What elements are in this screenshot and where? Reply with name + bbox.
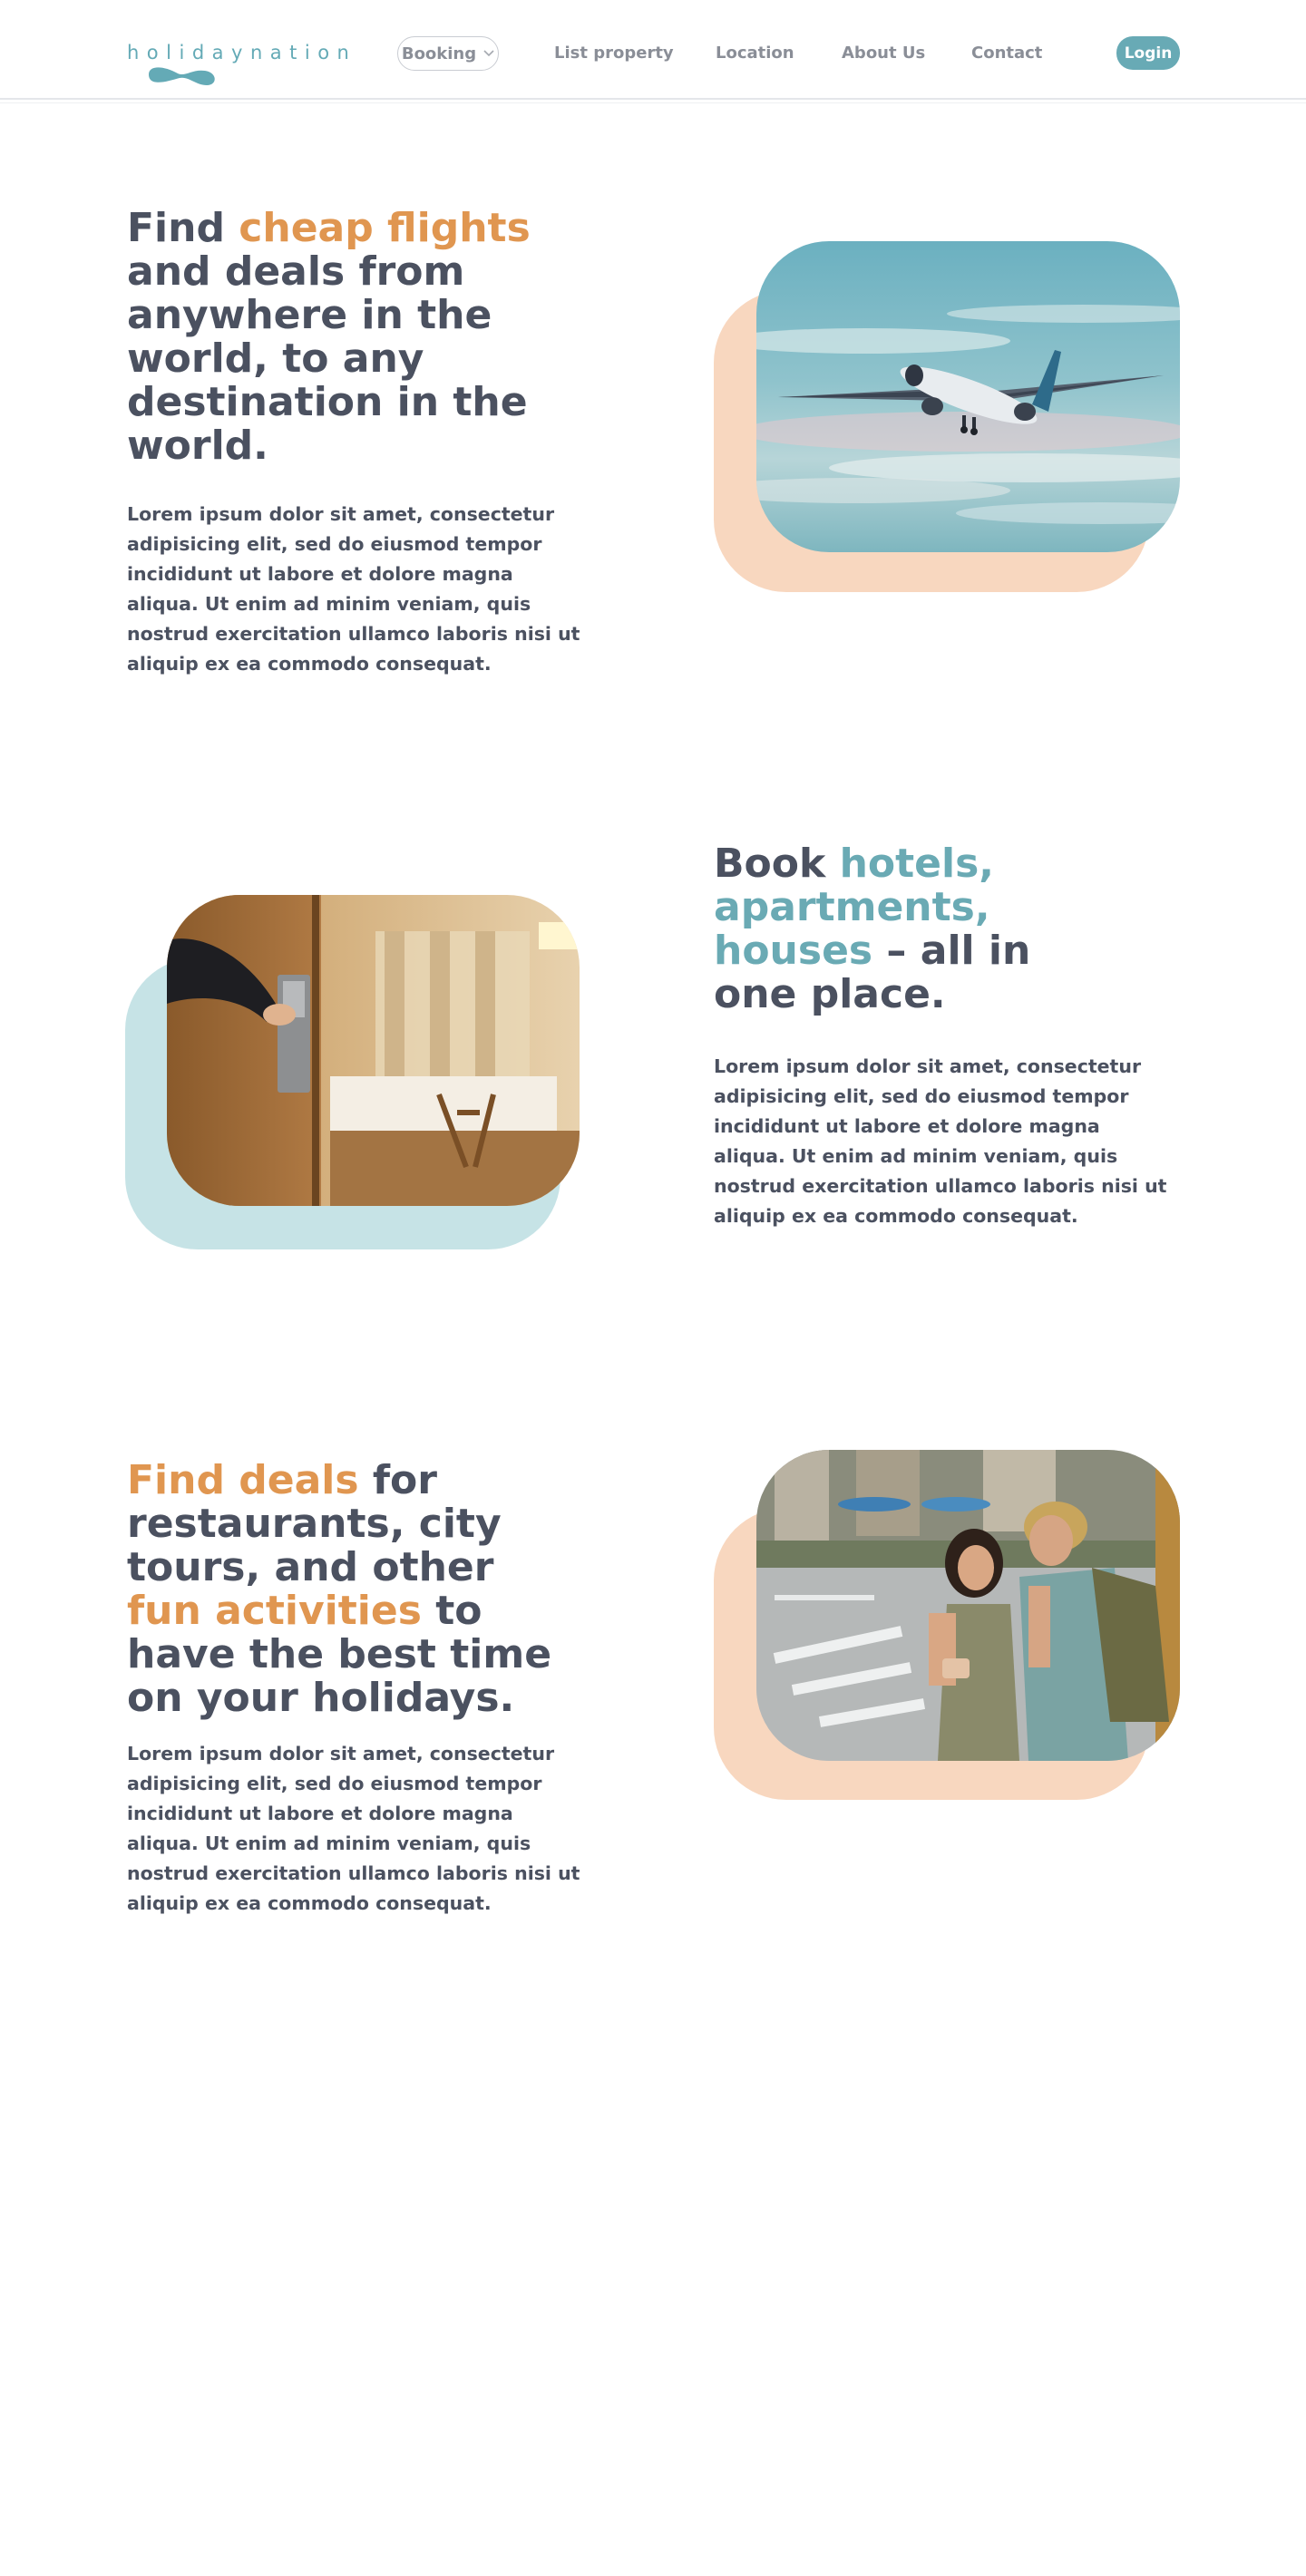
activities-headline-part1: for restaurants, city tours, and other [127,1457,502,1590]
activities-body: Lorem ipsum dolor sit amet, consectetur adipisicing elit, sed do eiusmod tempor incididunt ut labore et dolore magna aliqua. Ut enim ad minim veniam, quis nostrud exercitation ullamco laboris nisi ut aliquip ex ea commodo consequat. [127,1743,580,1914]
flights-headline [127,207,553,468]
travelers-photo [756,1450,1180,1761]
travelers-image [756,1450,1180,1761]
chevron-down-icon [483,50,494,57]
flights-headline-part2: and deals from anywhere in the world, to any destination in the world. [127,248,528,469]
hotel-room-image [167,895,580,1206]
logo[interactable] [127,40,357,87]
hotels-headline [714,842,1104,1016]
booking-label: Booking [401,44,477,63]
hotels-body: Lorem ipsum dolor sit amet, consectetur adipisicing elit, sed do eiusmod tempor incididunt ut labore et dolore magna aliqua. Ut enim ad minim veniam, quis nostrud exercitation ullamco laboris nisi ut aliquip ex ea commodo consequat. [714,1055,1167,1227]
nav-list-property[interactable]: List property [554,44,674,63]
hotels-headline-highlight: hotels, apartments, houses [714,841,994,974]
activities-headline-part2: to have the best time on your holidays. [127,1588,552,1721]
flights-headline-highlight: cheap flights [239,205,531,251]
nav-about-us[interactable]: About Us [842,44,926,63]
hotels-headline-part1: Book [714,841,840,887]
flights-headline-part1: Find [127,205,239,251]
airplane-photo [756,241,1180,552]
login-button[interactable]: Login [1116,36,1180,70]
airplane-image [756,241,1180,552]
activities-headline-highlight2: fun activities [127,1588,422,1634]
hotels-headline-part2: – all in one place. [714,928,1031,1017]
activities-headline [127,1459,553,1720]
flights-body: Lorem ipsum dolor sit amet, consectetur adipisicing elit, sed do eiusmod tempor incididunt ut labore et dolore magna aliqua. Ut enim ad minim veniam, quis nostrud exercitation ullamco laboris nisi ut aliquip ex ea commodo consequat. [127,503,580,675]
nav-location[interactable]: Location [716,44,794,63]
booking-dropdown[interactable] [397,36,499,71]
logo-mark-icon [145,63,219,89]
activities-headline-highlight1: Find deals [127,1457,359,1503]
hotel-room-photo [167,895,580,1206]
site-header [0,0,1306,100]
logo-text: holidaynation [127,42,357,63]
nav-contact[interactable]: Contact [971,44,1043,63]
